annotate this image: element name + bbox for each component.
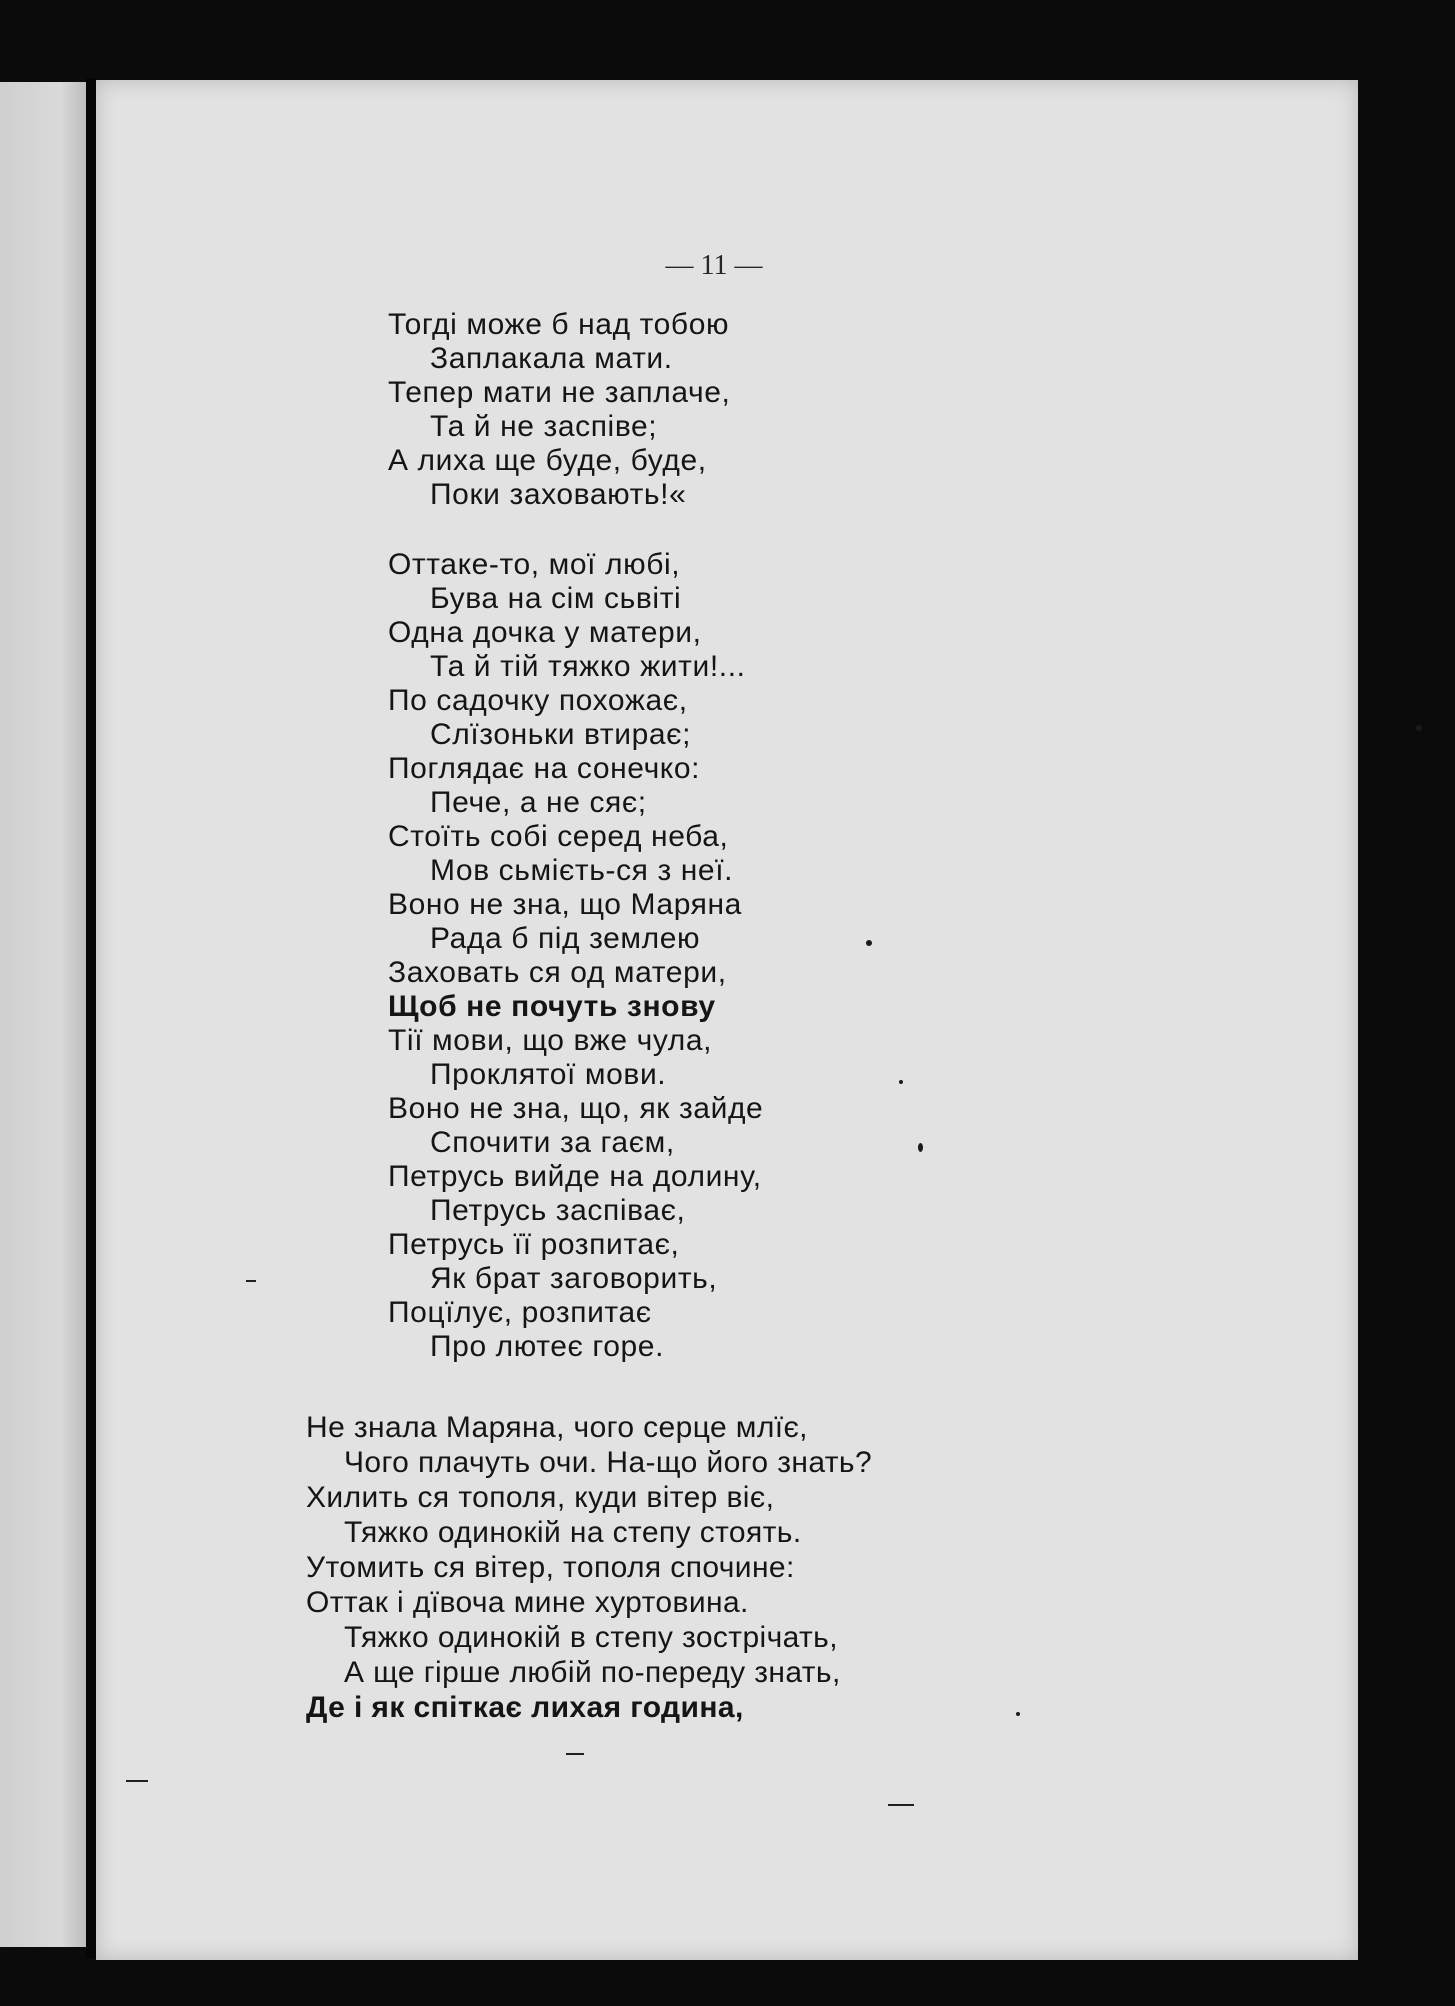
- stanza-2: [388, 548, 763, 1364]
- stanza-1: [388, 308, 730, 512]
- poem-line: Воно не зна, що Маряна: [388, 888, 742, 921]
- ink-mark: [246, 1280, 256, 1282]
- poem-line: Петрусь її розпитає,: [388, 1228, 680, 1261]
- poem-line: Стоїть собі серед неба,: [388, 820, 729, 853]
- poem-line: Петрусь заспіває,: [430, 1194, 686, 1227]
- ink-mark: [888, 1804, 914, 1806]
- page-number: — 11 —: [665, 250, 763, 281]
- poem-line: По садочку похожає,: [388, 684, 688, 717]
- ink-speck: [899, 1080, 903, 1084]
- poem-line: А ще гірше любій по-переду знать,: [344, 1656, 841, 1689]
- poem-line: Тяжко одинокій на степу стоять.: [344, 1516, 802, 1549]
- poem-line: Воно не зна, що, як зайде: [388, 1092, 764, 1125]
- stanza-3: [306, 1410, 872, 1725]
- ink-mark: [566, 1753, 584, 1755]
- poem-line: Не знала Маряна, чого серце млїє,: [306, 1411, 808, 1444]
- poem-line: Петрусь вийде на долину,: [388, 1160, 762, 1193]
- poem-line: Хилить ся тополя, куди вітер віє,: [306, 1481, 775, 1514]
- poem-line: Заховать ся од матери,: [388, 956, 727, 989]
- poem-line: Проклятої мови.: [430, 1058, 667, 1091]
- poem-line: Тії мови, що вже чула,: [388, 1024, 713, 1057]
- poem-line: Мов сьмієть-ся з неї.: [430, 854, 734, 887]
- poem-line: Де і як спіткає лихая година,: [306, 1691, 744, 1724]
- ink-speck: [1416, 725, 1422, 731]
- poem-line: Поглядає на сонечко:: [388, 752, 701, 785]
- poem-line: Оттаке-то, мої любі,: [388, 548, 681, 581]
- poem-line: Заплакала мати.: [430, 342, 673, 375]
- poem-line: Про лютеє горе.: [430, 1330, 665, 1363]
- poem-line: Тогді може б над тобою: [388, 308, 730, 341]
- poem-line: А лиха ще буде, буде,: [388, 444, 707, 477]
- facing-page-edge: [0, 82, 86, 1947]
- poem-line: Оттак і дївоча мине хуртовина.: [306, 1586, 749, 1619]
- poem-line: Утомить ся вітер, тополя спочине:: [306, 1551, 795, 1584]
- poem-line: Та й не заспіве;: [430, 410, 658, 443]
- poem-line: Поцїлує, розпитає: [388, 1296, 652, 1329]
- poem-line: Як брат заговорить,: [430, 1262, 718, 1295]
- ink-speck: [918, 1143, 923, 1152]
- poem-line: Тепер мати не заплаче,: [388, 376, 731, 409]
- poem-line: Щоб не почуть знову: [388, 990, 716, 1023]
- ink-speck: [866, 940, 872, 946]
- poem-line: Поки заховають!«: [430, 478, 687, 511]
- poem-line: Тяжко одинокій в степу зострічать,: [344, 1621, 838, 1654]
- poem-line: Пече, а не сяє;: [430, 786, 647, 819]
- poem-line: Рада б під землею: [430, 922, 701, 955]
- poem-line: Чого плачуть очи. На-що його знать?: [344, 1446, 873, 1479]
- poem-line: Та й тій тяжко жити!...: [430, 650, 746, 683]
- ink-mark: [126, 1780, 148, 1782]
- book-page: [96, 80, 1358, 1960]
- ink-speck: [1016, 1712, 1020, 1716]
- book-spine: [86, 78, 96, 1958]
- poem-line: Бува на сім сьвіті: [430, 582, 682, 615]
- poem-line: Слїзоньки втирає;: [430, 718, 692, 751]
- poem-line: Одна дочка у матери,: [388, 616, 702, 649]
- poem-line: Спочити за гаєм,: [430, 1126, 675, 1159]
